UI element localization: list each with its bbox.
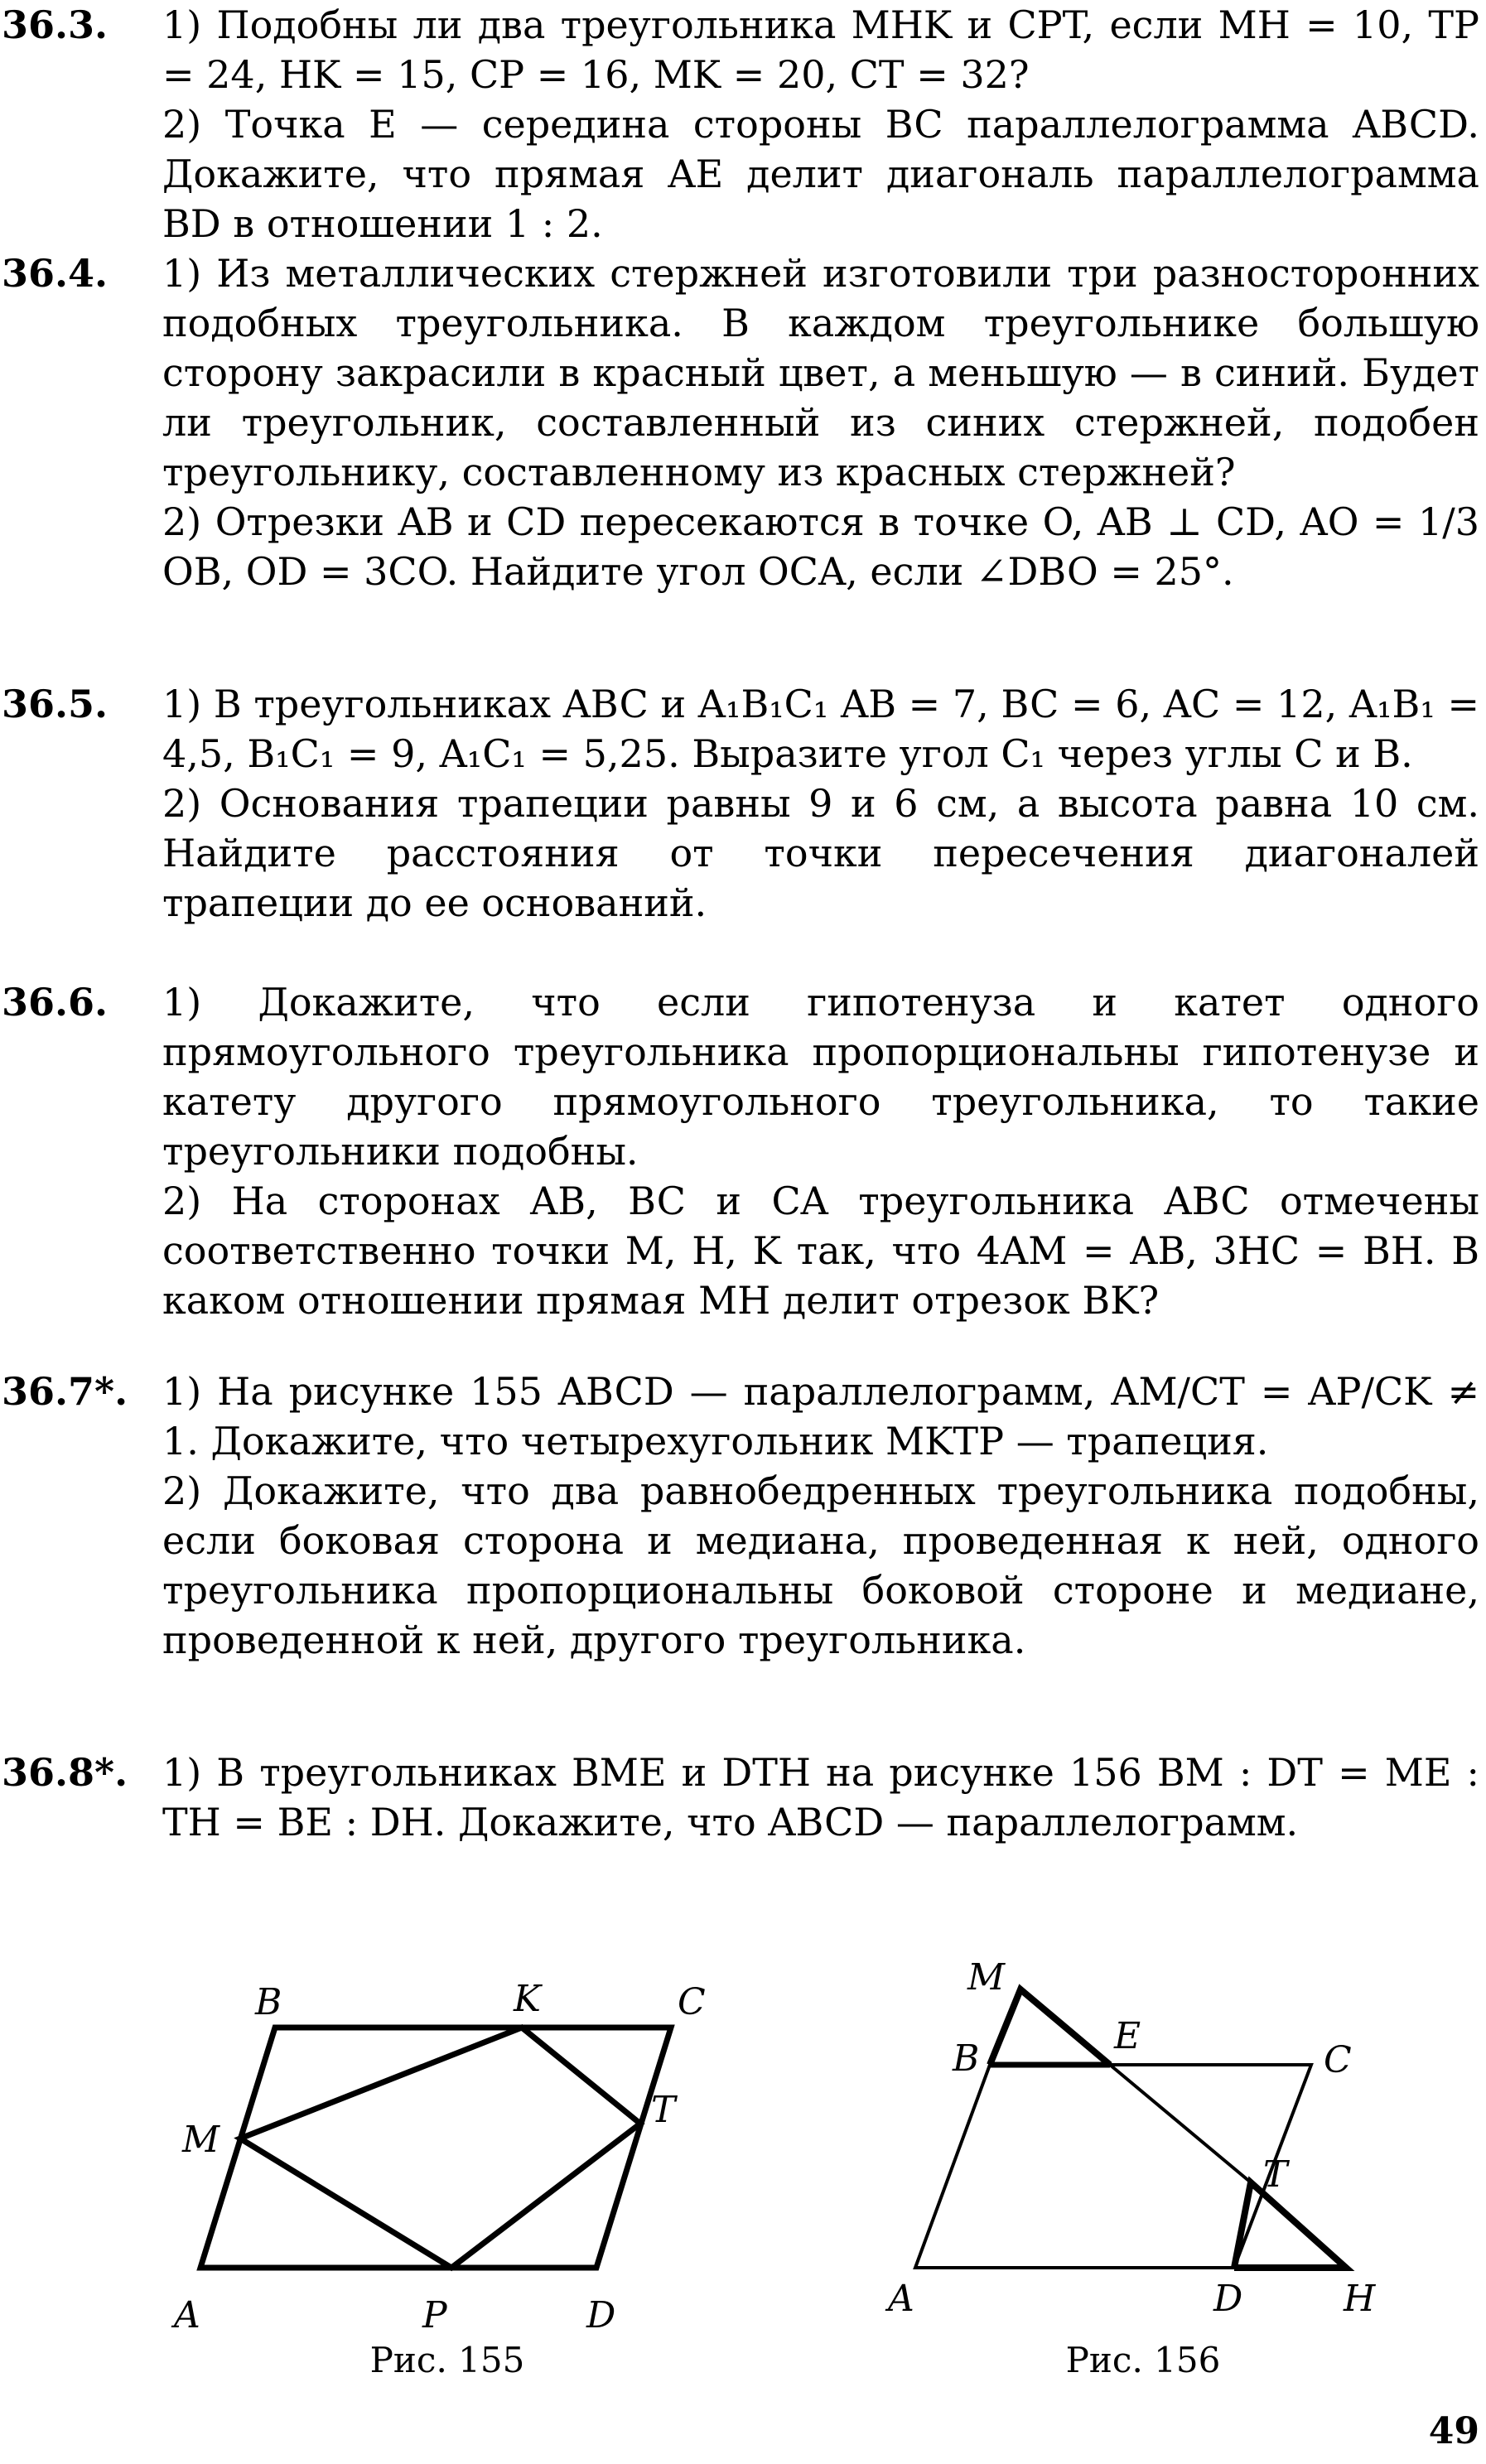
label-a: A [174,2294,200,2336]
figure-155-caption: Рис. 155 [369,2340,525,2380]
parallelogram-abcd [915,2065,1311,2268]
page-number: 49 [1428,2410,1479,2452]
problem-text [162,1748,1479,1847]
label-t: T [651,2089,676,2131]
problem-part-2: 2) Отрезки AB и CD пересекаются в точке O, AB ⊥ CD, AO = 1/3 OB, OD = 3CO. Найдите угол OCA, если ∠DBO = 25°. [162,499,1479,594]
triangle-bme [990,1989,1110,2065]
problem-part-2: 2) Докажите, что два равнобедренных треугольника подобны, если боковая сторона и медиана, проведенная к ней, одного треугольника пропорциональны боковой стороне и медиане, проведенной к ней, другого треугольника. [162,1468,1479,1662]
label-m: M [967,1956,1006,1999]
problem-number: 36.6. [2,980,109,1025]
problem-part-1: 1) Из металлических стержней изготовили три разносторонних подобных треугольника. В каждом треугольнике большую сторону закрасили в красный цвет, а меньшую — в синий. Будет ли треугольник, составленный из синих стержней, подобен треугольнику, составленному из красных стержней? [162,251,1479,494]
label-e: E [1114,2015,1141,2057]
label-b: B [953,2037,980,2080]
quadrilateral-mktp [240,2028,640,2268]
label-h: H [1344,2278,1376,2320]
problem-number: 36.4. [2,251,109,296]
problem-part-1: 1) В треугольниках ABC и A₁B₁C₁ AB = 7, BC = 6, AC = 12, A₁B₁ = 4,5, B₁C₁ = 9, A₁C₁ = 5,25. Выразите угол C₁ через углы C и B. [162,682,1479,776]
problem-text [162,977,1479,1325]
problem-part-1: 1) В треугольниках BME и DTH на рисунке 156 BM : DT = ME : TH = BE : DH. Докажите, что ABCD — параллелограмм. [162,1750,1479,1844]
problem-text [162,1367,1479,1665]
label-d: D [586,2294,616,2336]
label-c: C [678,1981,706,2023]
problem-text [162,0,1479,248]
figure-155 [157,1979,754,2380]
problem-part-1: 1) Докажите, что если гипотенуза и катет одного прямоугольного треугольника пропорциональны гипотенузе и катету другого прямоугольного треугольника, то такие треугольники подобны. [162,980,1479,1174]
problem-number: 36.3. [2,2,109,47]
label-d: D [1213,2278,1243,2320]
problem-part-2: 2) Точка E — середина стороны BC параллелограмма ABCD. Докажите, что прямая AE делит диагональ параллелограмма BD в отношении 1 : 2. [162,102,1479,246]
figure-156-caption: Рис. 156 [1065,2340,1221,2380]
problem-part-2: 2) На сторонах AB, BC и CA треугольника ABC отмечены соответственно точки M, H, K так, что 4AM = AB, 3HC = BH. В каком отношении прямая MH делит отрезок BK? [162,1179,1479,1323]
problem-part-2: 2) Основания трапеции равны 9 и 6 см, а высота равна 10 см. Найдите расстояния от точки пересечения диагоналей трапеции до ее оснований. [162,781,1479,925]
figure-155-drawing [157,1979,754,2344]
label-c: C [1324,2039,1352,2081]
figure-156 [870,1946,1450,2380]
problem-number: 36.7*. [2,1369,128,1414]
problem-text [162,679,1479,928]
label-t: T [1263,2153,1288,2196]
label-m: M [182,2119,220,2161]
label-k: K [514,1979,541,2020]
label-p: P [422,2294,447,2336]
problem-text [162,248,1479,596]
label-a: A [888,2278,914,2320]
problem-part-1: 1) Подобны ли два треугольника MHK и CPT, если MH = 10, TP = 24, HK = 15, CP = 16, MK = 20, CT = 32? [162,2,1479,97]
figure-156-drawing [870,1946,1450,2344]
label-b: B [255,1981,282,2023]
problem-number: 36.5. [2,682,109,726]
problem-number: 36.8*. [2,1750,128,1795]
problem-part-1: 1) На рисунке 155 ABCD — параллелограмм, AM/CT = AP/CK ≠ 1. Докажите, что четырехугольник MKTP — трапеция. [162,1369,1479,1463]
